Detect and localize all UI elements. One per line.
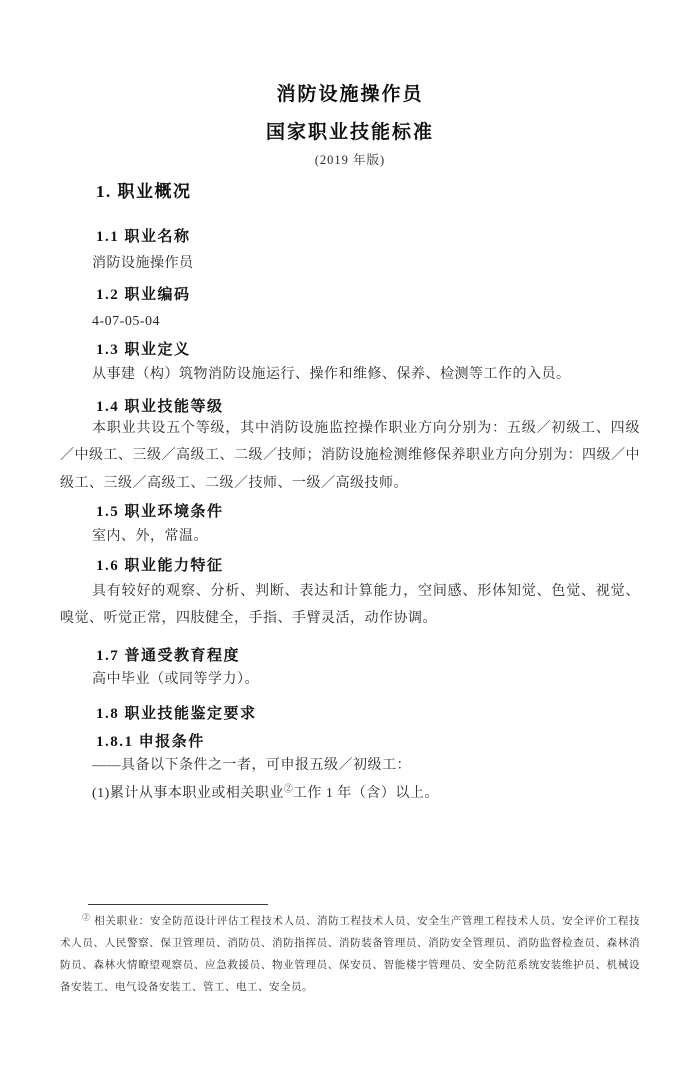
work-environment-text: 室内、外，常温。 (92, 529, 208, 544)
footnote-reference-mark: ② (283, 782, 293, 793)
condition-item-prefix: (1)累计从事本职业或相关职业 (92, 785, 284, 801)
ability-traits-text: 具有较好的观察、分析、判断、表达和计算能力，空间感、形体知觉、色觉、视觉、嗅觉、听觉正常，四肢健全，手指、手臂灵活，动作协调。 (60, 583, 640, 626)
occupation-code-text: 4-07-05-04 (92, 313, 160, 329)
section-heading-1-1: 1.1 职业名称 (96, 229, 191, 245)
section-heading-1-6: 1.6 职业能力特征 (96, 557, 224, 574)
footnote-area (60, 904, 640, 999)
document-edition: (2019 年版) (314, 153, 386, 167)
application-condition-item-1 (60, 780, 640, 808)
footnote-text (60, 911, 640, 999)
footnote-body: 相关职业：安全防范设计评估工程技术人员、消防工程技术人员、安全生产管理工程技术人员、安全评价工程技术人员、人民警察、保卫管理员、消防员、消防指挥员、消防装备管理员、消防安全管理员、消防监督检查员、森林消防员、森林火情瞭望观察员、应急救援员、物业管理员、保安员、智能楼宇管理员、安全防范系统安装维护员、机械设备安装工、电气设备安装工、管工、电工、安全员。 (60, 916, 641, 993)
section-heading-1-8: 1.8 职业技能鉴定要求 (96, 706, 257, 722)
section-heading-1-4: 1.4 职业技能等级 (96, 398, 224, 415)
skill-levels-text: 本职业共设五个等级，其中消防设施监控操作职业方向分别为：五级／初级工、四级／中级工、三级／高级工、二级／技师；消防设施检测维修保养职业方向分别为：四级／中级工、三级／高级工、二级／技师、一级／高级技师。 (60, 420, 640, 491)
document-title: 消防设施操作员 (276, 84, 424, 105)
document-subtitle: 国家职业技能标准 (265, 122, 434, 143)
section-heading-1-5: 1.5 职业环境条件 (96, 504, 224, 520)
occupation-definition-text: 从事建（构）筑物消防设施运行、操作和维修、保养、检测等工作的入员。 (92, 367, 571, 382)
section-heading-1-3: 1.3 职业定义 (96, 342, 191, 358)
document-content (0, 84, 700, 807)
education-level-text: 高中毕业（或同等学力）。 (92, 671, 259, 687)
section-heading-1: 1. 职业概况 (96, 182, 192, 201)
section-heading-1-2: 1.2 职业编码 (96, 286, 191, 303)
title-block (60, 84, 640, 167)
condition-item-suffix: 工作 1 年（含）以上。 (292, 785, 439, 801)
application-condition-intro: ——具备以下条件之一者，可申报五级／初级工： (92, 758, 411, 773)
occupation-name-text: 消防设施操作员 (92, 256, 194, 271)
section-heading-1-7: 1.7 普通受教育程度 (96, 647, 241, 664)
document-page (0, 84, 700, 1074)
footnote-marker: ② (82, 912, 91, 922)
section-heading-1-8-1: 1.8.1 申报条件 (96, 734, 205, 750)
footnote-separator-line (88, 904, 268, 905)
